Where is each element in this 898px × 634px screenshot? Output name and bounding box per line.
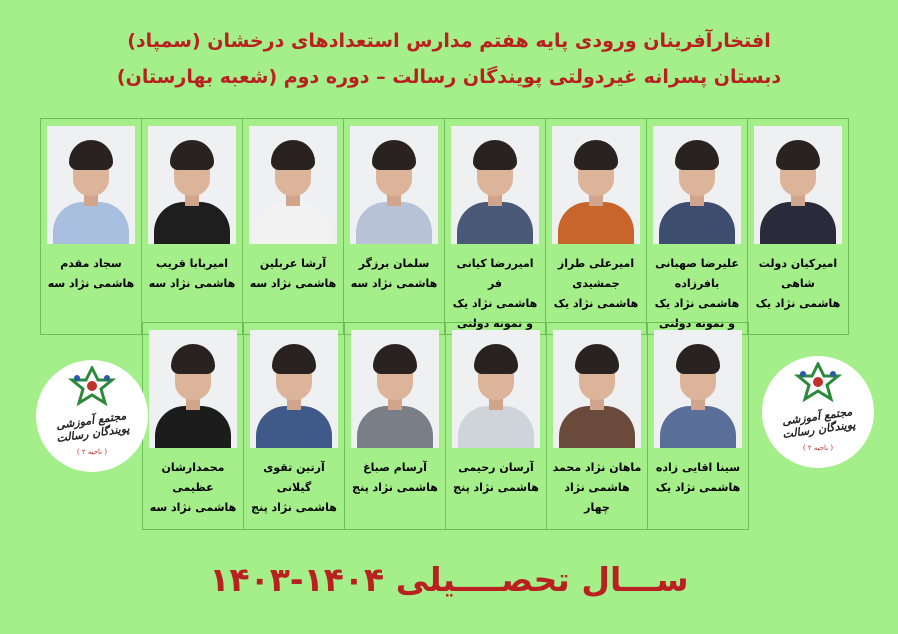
student-name: امیربابا قریب: [155, 257, 229, 270]
student-caption: [446, 458, 546, 498]
student-name: آرتین تقوی گیلانی: [263, 461, 325, 494]
logo-text: مجتمع آموزشی پویندگان رسالت: [781, 405, 857, 441]
logo-text: مجتمع آموزشی پویندگان رسالت: [55, 409, 131, 445]
student-photo: [350, 126, 438, 244]
student-name: آرشا عربلین: [259, 257, 327, 270]
student-name: آرسان رحیمی: [458, 461, 534, 474]
students-row-1: [40, 118, 849, 335]
student-school: و نمونه دولتی: [659, 317, 735, 330]
student-name: امیررضا کیانی فر: [456, 257, 534, 290]
logo-subtext: ( ناحیه ۲ ): [802, 444, 834, 452]
student-photo: [553, 330, 641, 448]
student-photo: [552, 126, 640, 244]
student-school: هاشمی نژاد یک: [755, 297, 841, 310]
students-row-2: [142, 322, 749, 530]
student-photo: [754, 126, 842, 244]
logo-star-icon: [68, 366, 116, 406]
student-school: هاشمی نژاد یک: [654, 297, 740, 310]
student-caption: [41, 254, 141, 294]
student-school: جمشیدی: [572, 277, 620, 290]
student-school: شاهی: [781, 277, 815, 290]
student-school: هاشمی نژاد پنج: [453, 481, 539, 494]
student-school: هاشمی نژاد یک: [553, 297, 639, 310]
student-name: سجاد مقدم: [60, 257, 122, 270]
student-cell: [345, 323, 446, 530]
student-photo: [249, 126, 337, 244]
student-cell: [142, 119, 243, 335]
student-school: هاشمی نژاد سه: [47, 277, 135, 290]
student-caption: [546, 254, 646, 314]
student-photo: [451, 126, 539, 244]
student-cell: [648, 323, 749, 530]
student-cell: [41, 119, 142, 335]
student-caption: [243, 254, 343, 294]
student-cell: [647, 119, 748, 335]
student-cell: [344, 119, 445, 335]
student-caption: [143, 458, 243, 518]
student-caption: [344, 254, 444, 294]
school-logo-right: [762, 356, 874, 468]
logo-star-icon: [794, 362, 842, 402]
student-caption: [244, 458, 344, 518]
student-school: هاشمی نژاد پنج: [352, 481, 438, 494]
student-cell: [748, 119, 849, 335]
student-caption: [345, 458, 445, 498]
student-cell: [243, 119, 344, 335]
student-school: هاشمی نژاد یک: [655, 481, 741, 494]
student-name: امیرعلی طراز: [557, 257, 635, 270]
student-name: سلمان برزگر: [358, 257, 430, 270]
student-school: هاشمی نژاد پنج: [251, 501, 337, 514]
header-line-2: دبستان پسرانه غیردولتی پویندگان رسالت – دوره دوم (شعبه بهارستان): [116, 66, 782, 88]
student-name: سینا اقایی زاده: [655, 461, 741, 474]
student-caption: [748, 254, 848, 314]
student-caption: [648, 458, 748, 498]
student-photo: [47, 126, 135, 244]
student-cell: [547, 323, 648, 530]
student-name: محمدارشان عظیمی: [161, 461, 225, 494]
academic-year: ســـال تحصــــیلی ۱۴۰۴-۱۴۰۳: [209, 560, 689, 599]
student-school: و نمونه دولتی: [457, 317, 533, 330]
student-cell: [445, 119, 546, 335]
student-photo: [149, 330, 237, 448]
logo-subtext: ( ناحیه ۲ ): [76, 448, 108, 456]
school-logo-left: [36, 360, 148, 472]
student-school: هاشمی نژاد سه: [149, 501, 237, 514]
student-name: آرسام صباغ: [363, 461, 427, 474]
student-cell: [446, 323, 547, 530]
student-school: هاشمی نژاد چهار: [564, 481, 630, 514]
student-photo: [351, 330, 439, 448]
student-photo: [148, 126, 236, 244]
student-school: هاشمی نژاد یک: [452, 297, 538, 310]
student-cell: [143, 323, 244, 530]
student-caption: [547, 458, 647, 518]
student-photo: [653, 126, 741, 244]
student-cell: [244, 323, 345, 530]
student-photo: [250, 330, 338, 448]
student-name: ماهان نژاد محمد: [552, 461, 642, 474]
student-name: امیرکیان دولت: [758, 257, 838, 270]
student-cell: [546, 119, 647, 335]
student-photo: [452, 330, 540, 448]
student-name: علیرضا صهبانی بافرزاده: [655, 257, 739, 290]
student-school: هاشمی نژاد سه: [249, 277, 337, 290]
student-caption: [142, 254, 242, 294]
header-line-1: افتخارآفرینان ورودی پایه هفتم مدارس استعدادهای درخشان (سمپاد): [127, 30, 771, 52]
student-school: هاشمی نژاد سه: [350, 277, 438, 290]
student-school: هاشمی نژاد سه: [148, 277, 236, 290]
student-photo: [654, 330, 742, 448]
